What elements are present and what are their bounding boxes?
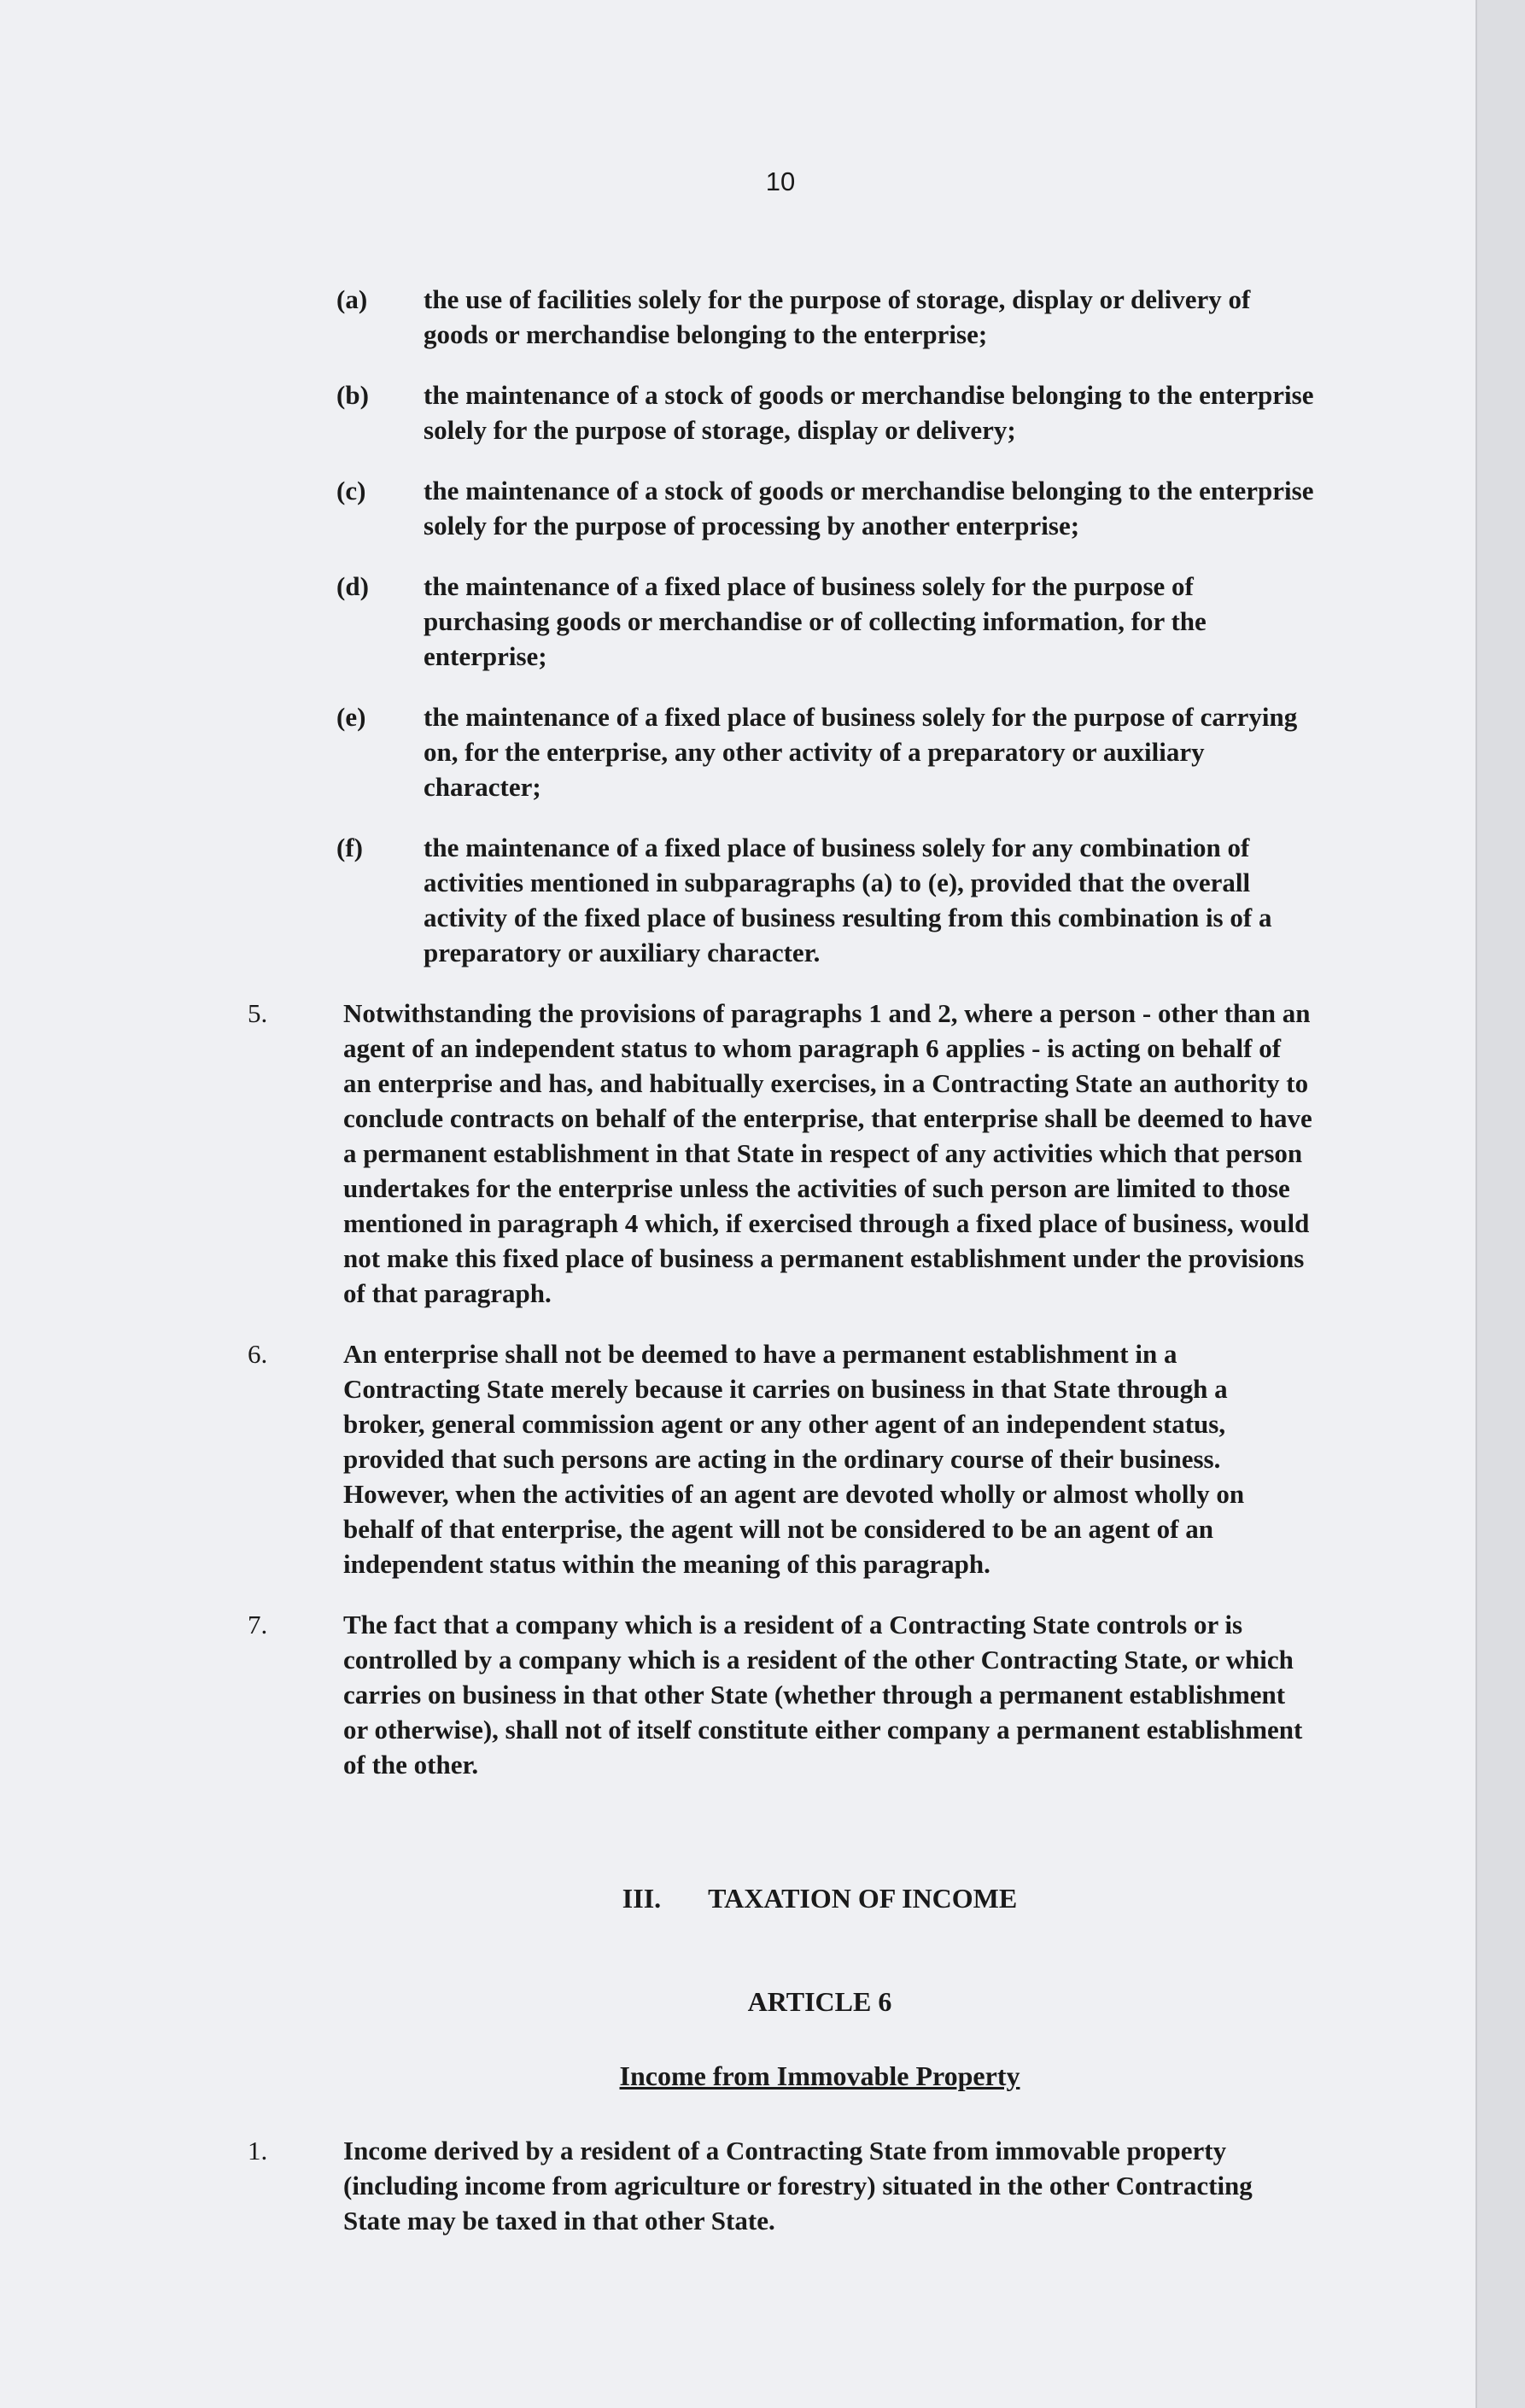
subparagraph-text: the maintenance of a fixed place of business solely for the purpose of purchasing goods or merchandise or of collecting information, for the enterprise; [424, 571, 1207, 671]
section-title: TAXATION OF INCOME [708, 1883, 1018, 1914]
paragraph-text: An enterprise shall not be deemed to have a permanent establishment in a Contracting State merely because it carries on business in that State through a broker, general commission agent or any other agent of an independent status, provided that such persons are acting in the ordinary course of their business. However, when the activities of an agent are devoted wholly or almost wholly on behalf of that enterprise, the agent will not be considered to be an agent of an independent status within the meaning of this paragraph. [343, 1339, 1245, 1579]
page-edge [1475, 0, 1525, 2408]
subparagraph-label: (c) [336, 476, 366, 506]
subparagraph-text: the use of facilities solely for the purpose of storage, display or delivery of goods or merchandise belonging to the enterprise; [424, 284, 1251, 349]
subparagraph-text: the maintenance of a stock of goods or merchandise belonging to the enterprise solely for the purpose of processing by another enterprise; [424, 476, 1314, 541]
subparagraph-item [336, 473, 1315, 543]
article-subtitle: Income from Immovable Property [619, 2060, 1020, 2091]
subparagraph-item [336, 282, 1315, 352]
subparagraph-label: (a) [336, 284, 368, 314]
document-body [248, 282, 1315, 2264]
subparagraph-text: the maintenance of a fixed place of business solely for the purpose of carrying on, for the enterprise, any other activity of a preparatory or auxiliary character; [424, 702, 1298, 802]
section-number: III. [622, 1883, 662, 1914]
subparagraph-label: (f) [336, 833, 363, 862]
subparagraph-text: the maintenance of a fixed place of business solely for any combination of activities mentioned in subparagraphs (a) to (e), provided that the overall activity of the fixed place of business resulting from this combination is of a preparatory or auxiliary character. [424, 833, 1272, 967]
numbered-paragraph [248, 996, 1315, 1311]
paragraph-number: 1. [248, 2136, 268, 2165]
subparagraph-item [336, 830, 1315, 970]
paragraph-number: 7. [248, 1610, 268, 1639]
subparagraph-text: the maintenance of a stock of goods or merchandise belonging to the enterprise solely for the purpose of storage, display or delivery; [424, 380, 1314, 445]
section-heading [324, 1881, 1315, 1916]
article-title: ARTICLE 6 [747, 1986, 892, 2017]
subparagraph-label: (d) [336, 571, 369, 601]
paragraph-text: Income derived by a resident of a Contracting State from immovable property (including income from agriculture or forestry) situated in the other Contracting State may be taxed in that other State. [343, 2136, 1253, 2236]
subparagraph-item [336, 377, 1315, 447]
paragraph-number: 5. [248, 998, 268, 1028]
page-number: 10 [765, 167, 796, 196]
subparagraph-label: (b) [336, 380, 369, 410]
numbered-paragraph [248, 1607, 1315, 1782]
paragraph-text: Notwithstanding the provisions of paragraphs 1 and 2, where a person - other than an agent of an independent status to whom paragraph 6 applies - is acting on behalf of an enterprise and has, and habitually exercises, in a Contracting State an authority to conclude contracts on behalf of the enterprise, that enterprise shall be deemed to have a permanent establishment in that State in respect of any activities which that person undertakes for the enterprise unless the activities of such person are limited to those mentioned in paragraph 4 which, if exercised through a fixed place of business, would not make this fixed place of business a permanent establishment under the provisions of that paragraph. [343, 998, 1312, 1308]
numbered-paragraph [248, 2133, 1315, 2238]
subparagraph-label: (e) [336, 702, 366, 732]
subparagraph-item [336, 569, 1315, 674]
paragraph-text: The fact that a company which is a resident of a Contracting State controls or is controlled by a company which is a resident of the other Contracting State, or which carries on business in that other State (whether through a permanent establishment or otherwise), shall not of itself constitute either company a permanent establishment of the other. [343, 1610, 1303, 1780]
numbered-paragraph [248, 1336, 1315, 1581]
paragraph-number: 6. [248, 1339, 268, 1369]
subparagraph-item [336, 699, 1315, 804]
